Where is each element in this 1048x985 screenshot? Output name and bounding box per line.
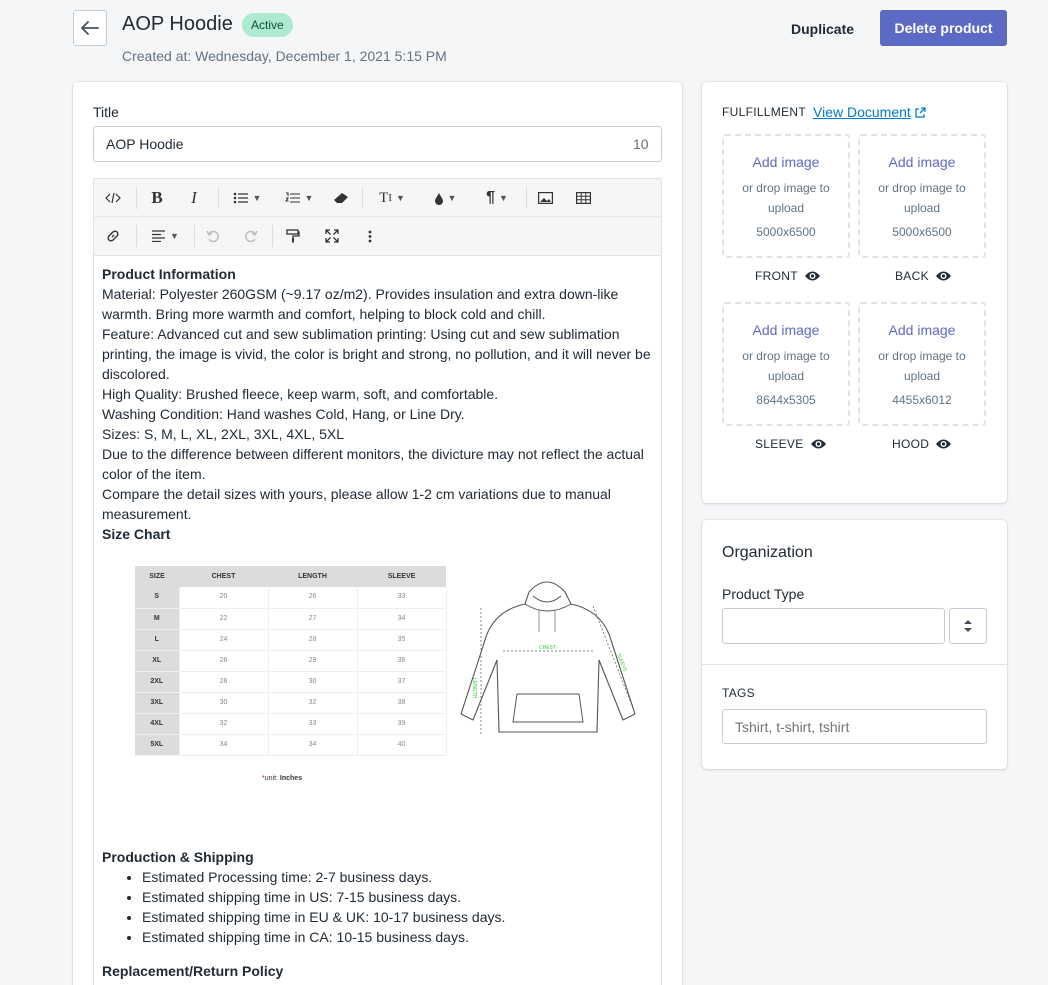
size-cell: 3XL bbox=[135, 692, 179, 713]
length-cell: 29 bbox=[268, 650, 357, 671]
title-input[interactable]: AOP Hoodie bbox=[93, 126, 662, 162]
redo-icon[interactable] bbox=[238, 217, 264, 255]
size-table-row bbox=[135, 629, 446, 650]
back-label: BACK bbox=[895, 269, 952, 283]
status-badge: Active bbox=[242, 13, 293, 37]
format-painter-icon[interactable] bbox=[280, 217, 306, 255]
size-chart-heading: Size Chart bbox=[102, 526, 171, 542]
front-label: FRONT bbox=[755, 269, 821, 283]
toolbar-divider bbox=[526, 187, 527, 209]
length-diagram-label: LENGTH bbox=[471, 678, 477, 699]
chest-cell: 24 bbox=[179, 629, 268, 650]
drop-hint: or drop image to upload bbox=[742, 349, 830, 383]
product-type-input[interactable] bbox=[722, 608, 945, 644]
length-cell: 33 bbox=[268, 713, 357, 734]
toolbar-divider bbox=[218, 187, 219, 209]
select-arrows-icon bbox=[963, 619, 973, 633]
list-item: • Estimated shipping time in CA: 10-15 business days. bbox=[142, 927, 653, 947]
bold-icon[interactable]: B bbox=[151, 188, 163, 207]
length-cell: 27 bbox=[268, 608, 357, 629]
size-table-row bbox=[135, 713, 446, 734]
view-document-link[interactable]: View Document bbox=[813, 104, 926, 120]
toolbar-divider bbox=[194, 225, 195, 247]
sleeve-cell: 38 bbox=[357, 692, 446, 713]
toolbar-divider bbox=[362, 187, 363, 209]
paragraph-icon[interactable]: ¶ ▼ bbox=[486, 189, 508, 206]
eye-icon[interactable] bbox=[935, 438, 952, 450]
product-details-card bbox=[73, 82, 682, 985]
size-table-header: LENGTH bbox=[268, 566, 357, 587]
chest-cell: 20 bbox=[179, 587, 268, 608]
size-table-header: SIZE bbox=[135, 566, 179, 587]
description-paragraph: Feature: Advanced cut and sew sublimation printing: Using cut and sew sublimation printing, the image is vivid, the color is bright and strong, no pollution, and it will never be discolored. bbox=[102, 326, 651, 382]
size-table-row bbox=[135, 692, 446, 713]
bulleted-list-icon[interactable]: ▼ bbox=[226, 179, 268, 217]
editor-content[interactable] bbox=[94, 256, 661, 985]
code-view-icon[interactable] bbox=[100, 179, 126, 217]
length-cell: 34 bbox=[268, 734, 357, 755]
editor-toolbar bbox=[94, 179, 661, 256]
size-cell: M bbox=[135, 608, 179, 629]
size-table-header: SLEEVE bbox=[357, 566, 446, 587]
sleeve-diagram-label: SLEEVE bbox=[615, 652, 629, 673]
section-divider bbox=[702, 664, 1007, 665]
chest-cell: 34 bbox=[179, 734, 268, 755]
organization-heading: Organization bbox=[722, 544, 813, 561]
external-link-icon bbox=[915, 107, 926, 118]
hood-label: HOOD bbox=[892, 437, 952, 451]
description-paragraph: Sizes: S, M, L, XL, 2XL, 3XL, 4XL, 5XL bbox=[102, 426, 345, 442]
description-editor bbox=[93, 178, 662, 985]
tags-input[interactable] bbox=[722, 709, 987, 744]
sleeve-cell: 35 bbox=[357, 629, 446, 650]
length-cell: 26 bbox=[268, 587, 357, 608]
link-icon[interactable] bbox=[100, 217, 126, 255]
chest-cell: 32 bbox=[179, 713, 268, 734]
image-dimensions: 8644x5305 bbox=[756, 393, 816, 407]
size-cell: 5XL bbox=[135, 734, 179, 755]
organization-card bbox=[702, 520, 1007, 769]
italic-icon[interactable]: I bbox=[191, 188, 197, 207]
image-dimensions: 5000x6500 bbox=[892, 225, 952, 239]
insert-image-icon[interactable] bbox=[532, 179, 558, 217]
size-cell: XL bbox=[135, 650, 179, 671]
length-cell: 32 bbox=[268, 692, 357, 713]
delete-product-button[interactable]: Delete product bbox=[880, 10, 1007, 46]
sleeve-cell: 39 bbox=[357, 713, 446, 734]
chest-cell: 30 bbox=[179, 692, 268, 713]
eye-icon[interactable] bbox=[935, 270, 952, 282]
add-image-link[interactable]: Add image bbox=[888, 154, 956, 170]
hood-image-dropzone[interactable] bbox=[858, 302, 986, 426]
chest-cell: 26 bbox=[179, 650, 268, 671]
eye-icon[interactable] bbox=[804, 270, 821, 282]
drop-hint: or drop image to upload bbox=[742, 181, 830, 215]
size-cell: 2XL bbox=[135, 671, 179, 692]
size-table-header: CHEST bbox=[179, 566, 268, 587]
chest-cell: 22 bbox=[179, 608, 268, 629]
eraser-icon[interactable] bbox=[328, 179, 354, 217]
add-image-link[interactable]: Add image bbox=[752, 154, 820, 170]
drop-hint: or drop image to upload bbox=[878, 349, 966, 383]
page-title: AOP Hoodie bbox=[122, 13, 233, 35]
sleeve-cell: 33 bbox=[357, 587, 446, 608]
image-dimensions: 4455x6012 bbox=[892, 393, 952, 407]
undo-icon[interactable] bbox=[200, 217, 226, 255]
size-cell: 4XL bbox=[135, 713, 179, 734]
add-image-link[interactable]: Add image bbox=[752, 322, 820, 338]
title-label: Title bbox=[93, 104, 119, 120]
description-paragraph: High Quality: Brushed fleece, keep warm, soft, and comfortable. bbox=[102, 386, 499, 402]
add-image-link[interactable]: Add image bbox=[888, 322, 956, 338]
size-table-row bbox=[135, 608, 446, 629]
tags-label: TAGS bbox=[722, 686, 755, 700]
duplicate-button[interactable]: Duplicate bbox=[780, 14, 865, 44]
sleeve-label: SLEEVE bbox=[755, 437, 827, 451]
title-char-count: 10 bbox=[633, 136, 649, 152]
size-table-row bbox=[135, 587, 446, 608]
description-paragraph: Compare the detail sizes with yours, please allow 1-2 cm variations due to manual measurement. bbox=[102, 486, 611, 522]
fulfillment-heading: FULFILLMENT bbox=[722, 105, 806, 119]
insert-table-icon[interactable] bbox=[570, 179, 596, 217]
chest-diagram-label: CHEST bbox=[539, 645, 556, 651]
return-policy-heading: Replacement/Return Policy bbox=[102, 963, 284, 979]
chest-cell: 28 bbox=[179, 671, 268, 692]
sleeve-image-dropzone[interactable] bbox=[722, 302, 850, 426]
product-info-heading: Product Information bbox=[102, 266, 236, 282]
font-size-icon[interactable]: T I ▼ bbox=[379, 189, 405, 206]
unit-note: *unit: Inches bbox=[262, 775, 303, 782]
product-type-label: Product Type bbox=[722, 586, 805, 602]
description-paragraph: Material: Polyester 260GSM (~9.17 oz/m2). Provides insulation and extra down-like warmth. Bring more warmth and comfort, helping to block cold and chill. bbox=[102, 286, 619, 322]
list-item: • Estimated Processing time: 2-7 business days. bbox=[142, 867, 653, 887]
description-paragraph: Washing Condition: Hand washes Cold, Hang, or Line Dry. bbox=[102, 406, 465, 422]
size-table-row bbox=[135, 650, 446, 671]
more-options-icon[interactable] bbox=[357, 217, 383, 255]
length-cell: 30 bbox=[268, 671, 357, 692]
align-icon[interactable]: ▼ bbox=[144, 217, 186, 255]
fulfillment-card bbox=[702, 82, 1007, 503]
list-item: • Estimated shipping time in EU & UK: 10-17 business days. bbox=[142, 907, 653, 927]
description-paragraph: Due to the difference between different monitors, the divicture may not reflect the actual color of the item. bbox=[102, 446, 644, 482]
toolbar-divider bbox=[136, 225, 137, 247]
back-image-dropzone[interactable] bbox=[858, 134, 986, 258]
front-image-dropzone[interactable] bbox=[722, 134, 850, 258]
toolbar-divider bbox=[272, 225, 273, 247]
hoodie-diagram bbox=[459, 574, 639, 744]
sleeve-cell: 34 bbox=[357, 608, 446, 629]
list-item: • Estimated shipping time in US: 7-15 business days. bbox=[142, 887, 653, 907]
size-cell: S bbox=[135, 587, 179, 608]
back-button[interactable] bbox=[73, 10, 107, 46]
image-dimensions: 5000x6500 bbox=[756, 225, 816, 239]
text-color-icon[interactable]: ▼ bbox=[424, 179, 466, 217]
shipping-heading: Production & Shipping bbox=[102, 849, 254, 865]
numbered-list-icon[interactable]: ▼ bbox=[278, 179, 320, 217]
size-table-row bbox=[135, 734, 446, 755]
product-type-select[interactable] bbox=[949, 608, 987, 644]
sleeve-cell: 36 bbox=[357, 650, 446, 671]
toolbar-divider bbox=[136, 187, 137, 209]
size-cell: L bbox=[135, 629, 179, 650]
size-chart-table bbox=[135, 566, 447, 756]
arrow-left-icon bbox=[81, 21, 99, 35]
sleeve-cell: 40 bbox=[357, 734, 446, 755]
eye-icon[interactable] bbox=[810, 438, 827, 450]
size-chart-image bbox=[102, 544, 653, 847]
fullscreen-icon[interactable] bbox=[319, 217, 345, 255]
created-at: Created at: Wednesday, December 1, 2021 5:15 PM bbox=[122, 48, 447, 64]
sleeve-cell: 37 bbox=[357, 671, 446, 692]
length-cell: 28 bbox=[268, 629, 357, 650]
size-table-row bbox=[135, 671, 446, 692]
drop-hint: or drop image to upload bbox=[878, 181, 966, 215]
shipping-list bbox=[102, 867, 653, 947]
